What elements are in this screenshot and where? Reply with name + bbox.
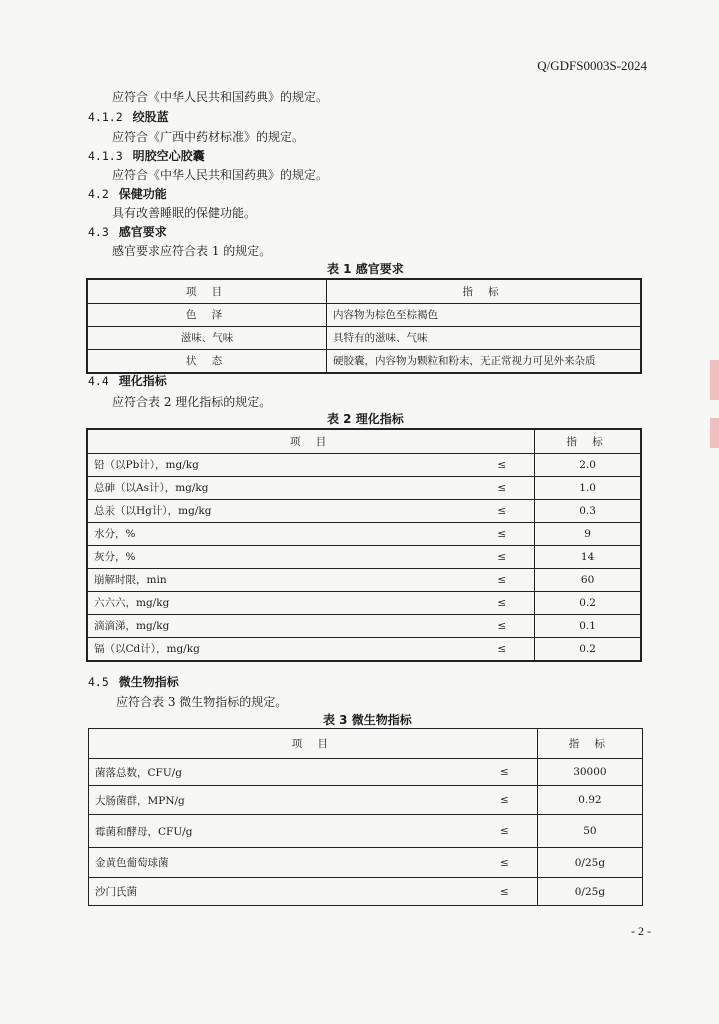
header-cell: 指 标 bbox=[535, 429, 641, 453]
table-row bbox=[89, 878, 643, 906]
section-title: 理化指标 bbox=[118, 374, 167, 388]
comparator-cell: ≤ bbox=[371, 878, 537, 906]
section-heading-4-4 bbox=[88, 372, 167, 389]
text-line: 应符合表 2 理化指标的规定。 bbox=[112, 395, 272, 409]
table-row bbox=[89, 848, 643, 878]
value-cell: 60 bbox=[535, 568, 641, 591]
table-row bbox=[87, 476, 641, 499]
comparator-cell: ≤ bbox=[370, 476, 535, 499]
value-cell: 0.2 bbox=[535, 591, 641, 614]
item-cell: 铅（以Pb计），mg/kg bbox=[87, 453, 370, 476]
section-title: 感官要求 bbox=[118, 225, 167, 239]
text-line: 感官要求应符合表 1 的规定。 bbox=[112, 244, 272, 258]
comparator-cell: ≤ bbox=[371, 815, 537, 848]
table-3-caption: 表 3 微生物指标 bbox=[323, 713, 412, 727]
item-cell: 水分，% bbox=[87, 522, 370, 545]
section-number: 4.5 bbox=[88, 675, 109, 689]
table-header-row bbox=[87, 279, 641, 303]
table-3 bbox=[88, 728, 643, 906]
section-heading-4-1-2 bbox=[88, 108, 169, 125]
comparator-cell: ≤ bbox=[370, 568, 535, 591]
table-row bbox=[87, 522, 641, 545]
value-cell: 0.1 bbox=[535, 614, 641, 637]
table-row bbox=[87, 499, 641, 522]
table-1-caption: 表 1 感官要求 bbox=[327, 262, 404, 276]
value-cell: 30000 bbox=[537, 759, 642, 786]
item-cell: 总砷（以As计），mg/kg bbox=[87, 476, 370, 499]
section-heading-4-1-3 bbox=[88, 147, 205, 164]
section-title: 明胶空心胶囊 bbox=[132, 149, 205, 163]
section-title: 微生物指标 bbox=[118, 675, 179, 689]
item-cell: 崩解时限，min bbox=[87, 568, 370, 591]
item-cell: 沙门氏菌 bbox=[89, 878, 372, 906]
document-code: Q/GDFS0003S-2024 bbox=[537, 58, 647, 73]
comparator-cell: ≤ bbox=[371, 848, 537, 878]
value-cell: 具特有的滋味、气味 bbox=[327, 326, 642, 349]
section-number: 4.4 bbox=[88, 374, 109, 388]
table-header-row bbox=[89, 729, 643, 759]
header-cell: 项 目 bbox=[87, 279, 327, 303]
comparator-cell: ≤ bbox=[370, 591, 535, 614]
comparator-cell: ≤ bbox=[371, 786, 537, 815]
item-cell: 六六六，mg/kg bbox=[87, 591, 370, 614]
section-heading-4-5 bbox=[88, 673, 179, 690]
item-cell: 滴滴涕，mg/kg bbox=[87, 614, 370, 637]
comparator-cell: ≤ bbox=[371, 759, 537, 786]
comparator-cell: ≤ bbox=[370, 453, 535, 476]
item-cell: 菌落总数，CFU/g bbox=[89, 759, 372, 786]
comparator-cell: ≤ bbox=[370, 637, 535, 661]
value-cell: 2.0 bbox=[535, 453, 641, 476]
text-line: 应符合表 3 微生物指标的规定。 bbox=[116, 695, 288, 709]
item-cell: 滋味、气味 bbox=[87, 326, 327, 349]
section-number: 4.3 bbox=[88, 225, 109, 239]
table-row bbox=[89, 786, 643, 815]
value-cell: 14 bbox=[535, 545, 641, 568]
table-row bbox=[89, 815, 643, 848]
value-cell: 0/25g bbox=[537, 848, 642, 878]
table-row bbox=[87, 614, 641, 637]
table-row bbox=[87, 453, 641, 476]
section-heading-4-2 bbox=[88, 185, 167, 202]
item-cell: 色 泽 bbox=[87, 303, 327, 326]
value-cell: 内容物为棕色至棕褐色 bbox=[327, 303, 642, 326]
section-number: 4.2 bbox=[88, 187, 109, 201]
section-number: 4.1.3 bbox=[88, 149, 123, 163]
header-cell: 指 标 bbox=[327, 279, 642, 303]
value-cell: 0.92 bbox=[537, 786, 642, 815]
item-cell: 大肠菌群，MPN/g bbox=[89, 786, 372, 815]
text-line: 具有改善睡眠的保健功能。 bbox=[112, 206, 257, 220]
section-heading-4-3 bbox=[88, 223, 167, 240]
value-cell: 9 bbox=[535, 522, 641, 545]
section-title: 保健功能 bbox=[118, 187, 167, 201]
item-cell: 霉菌和酵母，CFU/g bbox=[89, 815, 372, 848]
item-cell: 总汞（以Hg计），mg/kg bbox=[87, 499, 370, 522]
table-1 bbox=[86, 278, 642, 374]
table-row bbox=[87, 545, 641, 568]
item-cell: 金黄色葡萄球菌 bbox=[89, 848, 372, 878]
margin-stamp-fragment bbox=[710, 360, 719, 400]
comparator-cell: ≤ bbox=[370, 545, 535, 568]
table-row bbox=[87, 349, 641, 373]
table-row bbox=[87, 568, 641, 591]
text-line: 应符合《中华人民共和国药典》的规定。 bbox=[112, 168, 329, 182]
table-row bbox=[89, 759, 643, 786]
header-cell: 指 标 bbox=[537, 729, 642, 759]
table-row bbox=[87, 637, 641, 661]
header-cell: 项 目 bbox=[89, 729, 538, 759]
table-header-row bbox=[87, 429, 641, 453]
value-cell: 50 bbox=[537, 815, 642, 848]
margin-stamp-fragment bbox=[710, 418, 719, 448]
table-row bbox=[87, 303, 641, 326]
section-number: 4.1.2 bbox=[88, 110, 123, 124]
table-row bbox=[87, 591, 641, 614]
page-number: - 2 - bbox=[631, 924, 651, 938]
comparator-cell: ≤ bbox=[370, 499, 535, 522]
table-2 bbox=[86, 428, 642, 662]
value-cell: 0.3 bbox=[535, 499, 641, 522]
value-cell: 1.0 bbox=[535, 476, 641, 499]
item-cell: 状 态 bbox=[87, 349, 327, 373]
comparator-cell: ≤ bbox=[370, 522, 535, 545]
section-title: 绞股蓝 bbox=[132, 110, 169, 124]
table-row bbox=[87, 326, 641, 349]
text-line: 应符合《中华人民共和国药典》的规定。 bbox=[112, 90, 329, 104]
value-cell: 硬胶囊，内容物为颗粒和粉末，无正常视力可见外来杂质 bbox=[327, 349, 642, 373]
comparator-cell: ≤ bbox=[370, 614, 535, 637]
item-cell: 镉（以Cd计），mg/kg bbox=[87, 637, 370, 661]
item-cell: 灰分，% bbox=[87, 545, 370, 568]
value-cell: 0/25g bbox=[537, 878, 642, 906]
header-cell: 项 目 bbox=[87, 429, 535, 453]
table-2-caption: 表 2 理化指标 bbox=[327, 412, 404, 426]
text-line: 应符合《广西中药材标准》的规定。 bbox=[112, 130, 305, 144]
value-cell: 0.2 bbox=[535, 637, 641, 661]
